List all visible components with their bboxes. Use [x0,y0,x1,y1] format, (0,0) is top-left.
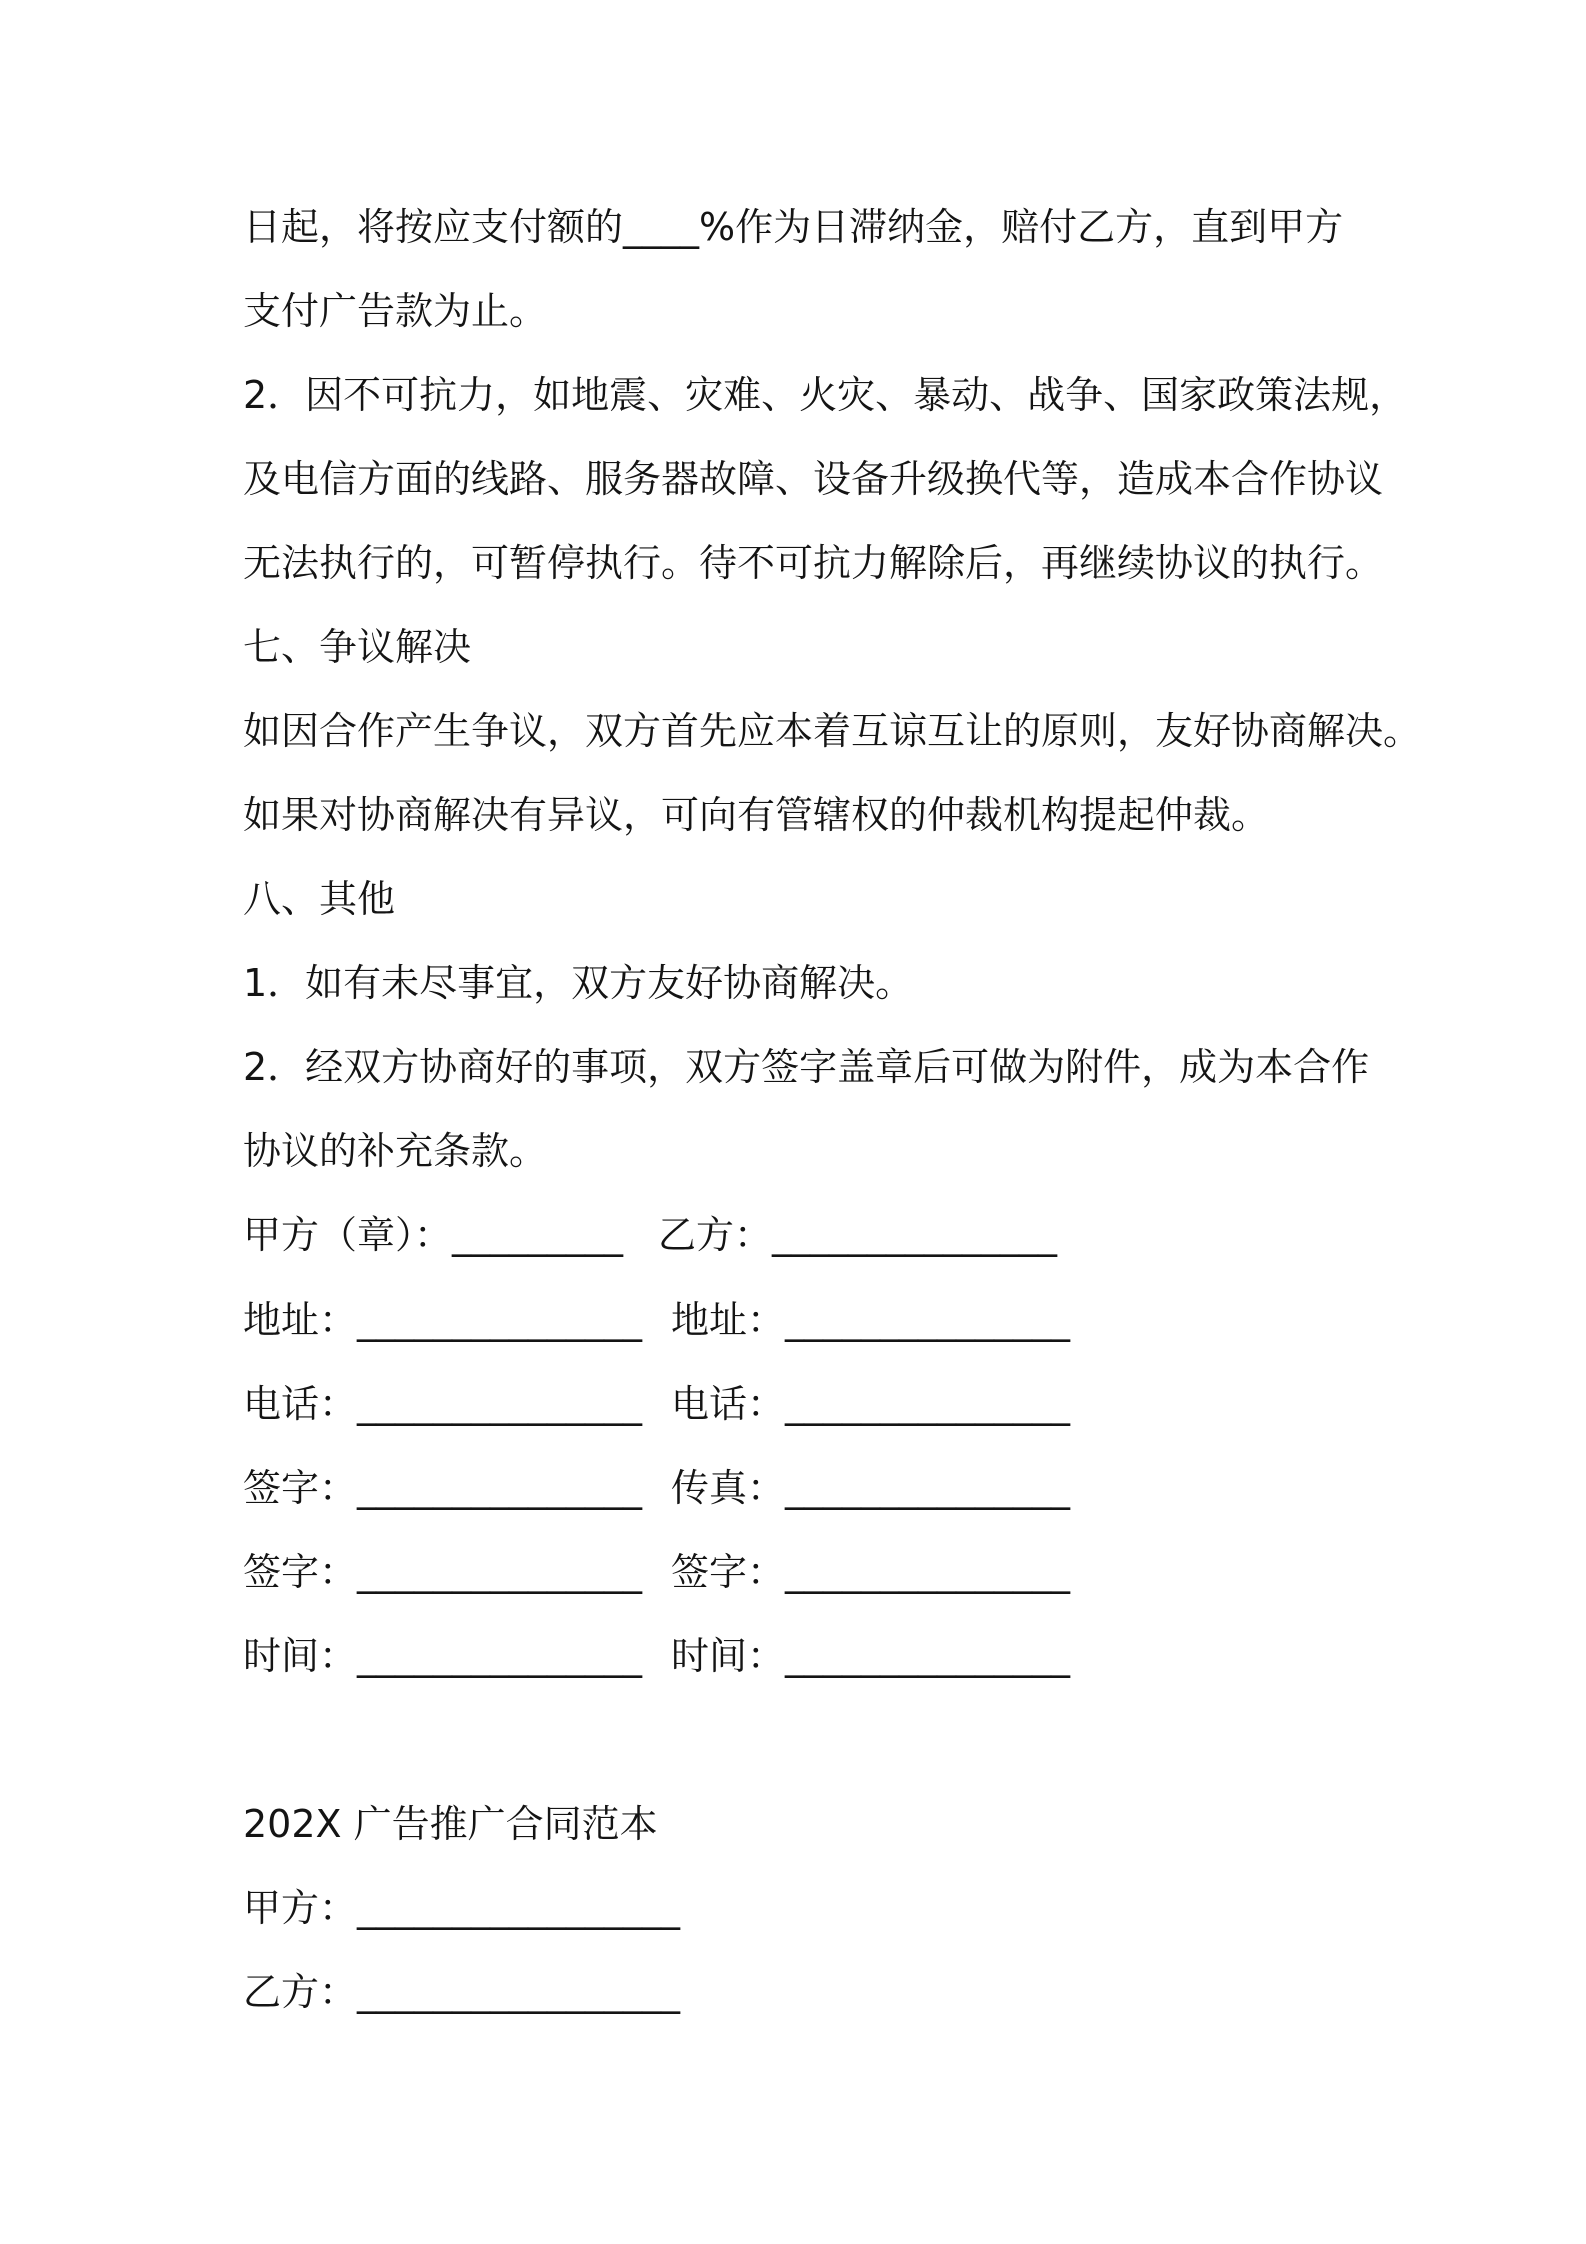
paragraph-line: 如果对协商解决有异议，可向有管辖权的仲裁机构提起仲裁。 [243,793,1270,837]
paragraph-line: 日起，将按应支付额的____%作为日滞纳金，赔付乙方，直到甲方 [243,205,1344,249]
paragraph-line: 支付广告款为止。 [243,289,548,333]
section-heading: 七、争议解决 [243,625,472,669]
signature-field-left: 签字：_______________ [243,1466,643,1510]
clause-item: 2．经双方协商好的事项，双方签字盖章后可做为附件，成为本合作 [243,1045,1370,1089]
signature-field-left: 地址：_______________ [243,1298,643,1342]
section-heading: 八、其他 [243,877,396,921]
signature-field-left: 时间：_______________ [243,1634,643,1678]
signature-field-left: 签字：_______________ [243,1550,643,1594]
clause-item: 1．如有未尽事宜，双方友好协商解决。 [243,961,914,1005]
signature-field-right: 传真：_______________ [671,1466,1071,1510]
clause-item: 2．因不可抗力，如地震、灾难、火灾、暴动、战争、国家政策法规， [243,373,1408,417]
paragraph-line: 如因合作产生争议，双方首先应本着互谅互让的原则，友好协商解决。 [243,709,1422,753]
signature-field-left: 电话：_______________ [243,1382,643,1426]
signature-field-right: 乙方：_______________ [658,1213,1058,1257]
paragraph-line: 无法执行的，可暂停执行。待不可抗力解除后，再继续协议的执行。 [243,541,1384,585]
signature-field-right: 时间：_______________ [671,1634,1071,1678]
signature-field-left: 甲方（章）：_________ [243,1213,624,1257]
party-a-field: 甲方：_________________ [243,1886,681,1930]
paragraph-line: 协议的补充条款。 [243,1129,548,1173]
contract-title: 202X 广告推广合同范本 [243,1802,658,1846]
signature-field-right: 签字：_______________ [671,1550,1071,1594]
signature-field-right: 地址：_______________ [671,1298,1071,1342]
signature-field-right: 电话：_______________ [671,1382,1071,1426]
party-b-field: 乙方：_________________ [243,1970,681,2014]
paragraph-line: 及电信方面的线路、服务器故障、设备升级换代等，造成本合作协议 [243,457,1384,501]
